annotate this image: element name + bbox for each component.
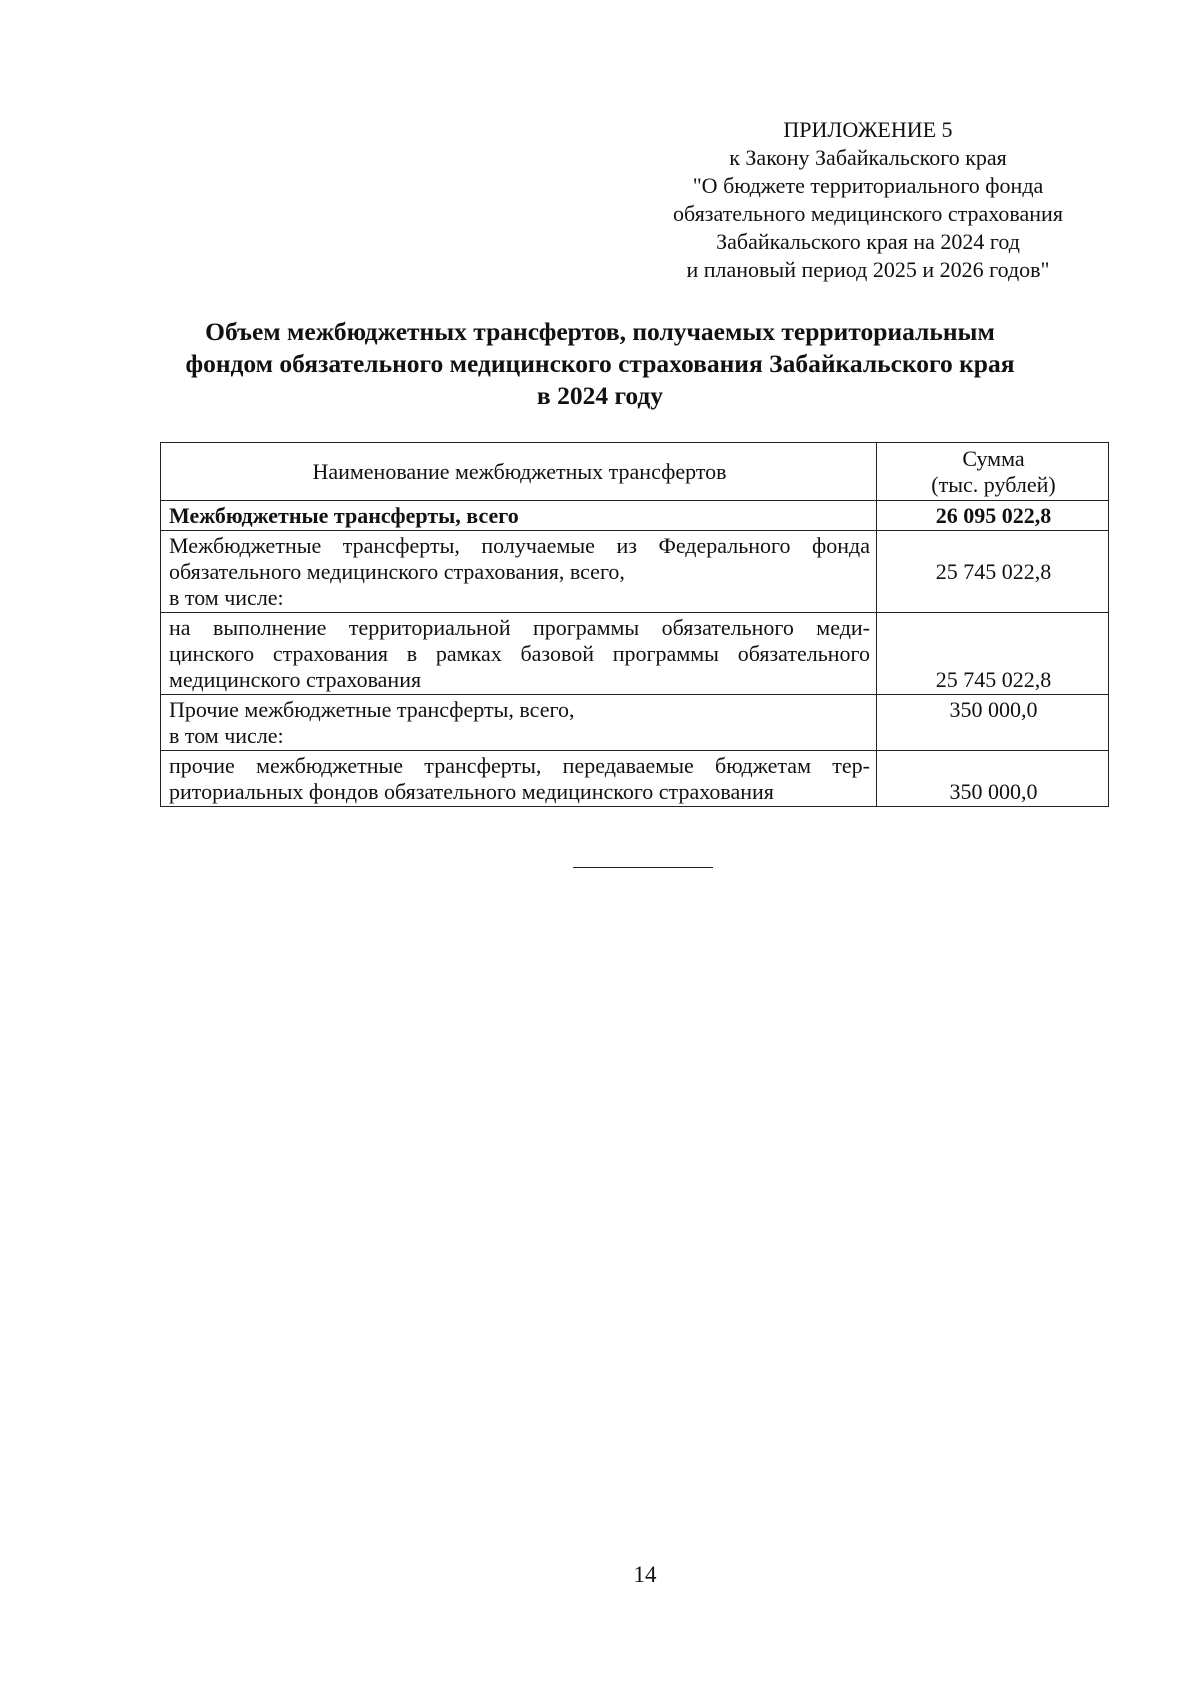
page-number: 14 xyxy=(633,1562,657,1587)
appendix-line: к Закону Забайкальского края xyxy=(729,145,1007,170)
table-header-row xyxy=(161,443,1109,501)
table-row xyxy=(161,531,1109,613)
table-row xyxy=(161,501,1109,531)
appendix-line: обязательного медицинского страхования xyxy=(673,201,1063,226)
end-of-table-rule xyxy=(573,867,713,868)
row-name xyxy=(161,501,877,531)
table-row xyxy=(161,695,1109,751)
row-name-line: Межбюджетные трансферты, получаемые из Федерального фонда xyxy=(169,533,870,558)
column-header-sum xyxy=(877,443,1109,501)
column-header-name: Наименование межбюджетных трансфертов xyxy=(161,443,877,501)
row-name-line: прочие межбюджетные трансферты, передаваемые бюджетам тер- xyxy=(169,753,870,778)
row-name-line: риториальных фондов обязательного медицинского страхования xyxy=(169,779,774,804)
row-name-line: цинского страхования в рамках базовой программы обязательного xyxy=(169,641,870,666)
row-name xyxy=(161,751,877,807)
title-line: фондом обязательного медицинского страхования Забайкальского края xyxy=(185,349,1015,378)
row-name-line: Межбюджетные трансферты, всего xyxy=(169,503,519,528)
row-name-line: на выполнение территориальной программы обязательного меди- xyxy=(169,615,870,640)
row-sum: 26 095 022,8 xyxy=(877,501,1109,531)
row-name xyxy=(161,695,877,751)
row-name-line: в том числе: xyxy=(169,585,284,610)
appendix-line: и плановый период 2025 и 2026 годов" xyxy=(686,257,1050,282)
table-row xyxy=(161,613,1109,695)
appendix-header xyxy=(642,116,1094,284)
row-name-line: Прочие межбюджетные трансферты, всего, xyxy=(169,697,575,722)
row-name-line: в том числе: xyxy=(169,723,284,748)
row-sum: 350 000,0 xyxy=(877,751,1109,807)
appendix-line: ПРИЛОЖЕНИЕ 5 xyxy=(783,117,953,142)
appendix-line: Забайкальского края на 2024 год xyxy=(716,229,1020,254)
table-row xyxy=(161,751,1109,807)
row-name xyxy=(161,613,877,695)
row-sum: 350 000,0 xyxy=(877,695,1109,751)
row-sum: 25 745 022,8 xyxy=(877,613,1109,695)
row-sum: 25 745 022,8 xyxy=(877,531,1109,613)
column-header-sum-unit: (тыс. рублей) xyxy=(931,472,1056,497)
transfers-table xyxy=(160,442,1109,807)
row-name xyxy=(161,531,877,613)
row-name-line: обязательного медицинского страхования, всего, xyxy=(169,559,625,584)
row-name-line: медицинского страхования xyxy=(169,667,422,692)
title-line: в 2024 году xyxy=(536,381,664,410)
title-line: Объем межбюджетных трансфертов, получаемых территориальным xyxy=(205,317,995,346)
column-header-sum-label: Сумма xyxy=(962,446,1025,471)
document-title xyxy=(140,316,1060,412)
appendix-line: "О бюджете территориального фонда xyxy=(692,173,1044,198)
